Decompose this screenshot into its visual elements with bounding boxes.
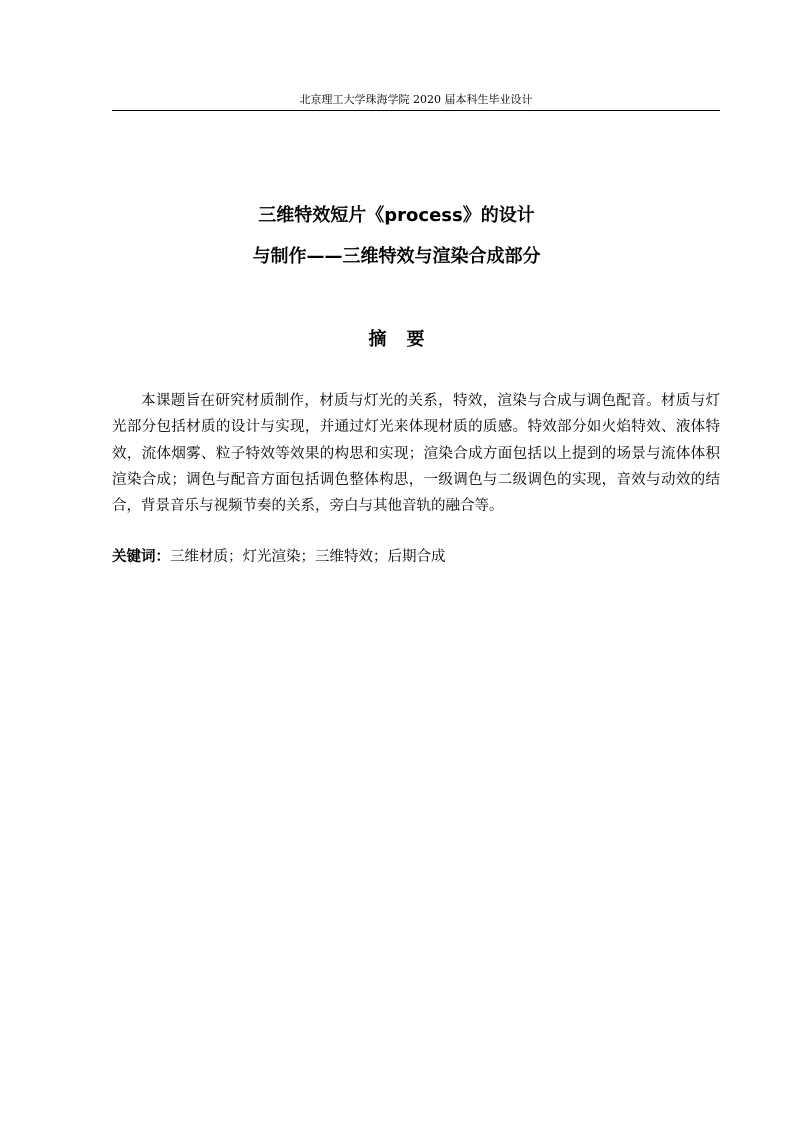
thesis-title-line-1: 三维特效短片《process》的设计 — [258, 205, 535, 226]
abstract-heading: 摘要 — [368, 329, 445, 350]
thesis-title-line-2: 与制作——三维特效与渲染合成部分 — [252, 246, 541, 267]
page-header — [112, 92, 720, 111]
abstract-body: 本课题旨在研究材质制作，材质与灯光的关系，特效，渲染与合成与调色配音。材质与灯光部分包括材质的设计与实现，并通过灯光来体现材质的质感。特效部分如火焰特效、液体特效，流体烟雾、粒子特效等效果的构思和实现；渲染合成方面包括以上提到的场景与流体体积渲染合成；调色与配音方面包括调色整体构思，一级调色与二级调色的实现，音效与动效的结合，背景音乐与视频节奏的关系，旁白与其他音轨的融合等。 — [112, 393, 720, 515]
keywords-label: 关键词： — [112, 549, 170, 565]
keywords-line — [112, 546, 720, 568]
keywords-value: 三维材质；灯光渲染；三维特效；后期合成 — [170, 549, 446, 565]
header-text: 北京理工大学珠海学院 2020 届本科生毕业设计 — [299, 93, 533, 106]
